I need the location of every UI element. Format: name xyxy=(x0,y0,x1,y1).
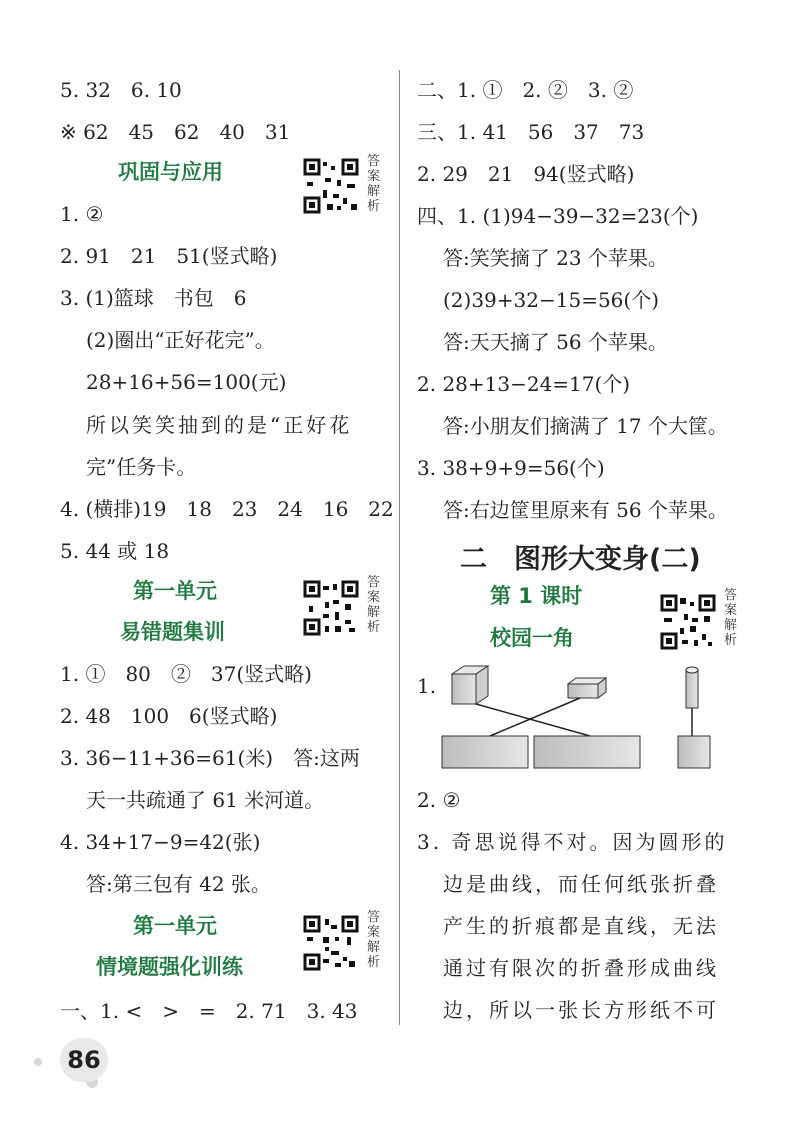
answer-line: 4. (横排)19 18 23 24 16 22 xyxy=(60,497,394,521)
section-heading: 第一单元 xyxy=(133,914,217,938)
answer-line: 三、1. 41 56 37 73 xyxy=(417,120,645,144)
answer-line: 3. 38+9+9=56(个) xyxy=(417,456,605,480)
answer-line: 3. 36−11+36=61(米) 答:这两 xyxy=(60,746,360,770)
answer-line: 答:小朋友们摘满了 17 个大筐。 xyxy=(443,414,728,438)
box-shape xyxy=(568,678,606,698)
qr-code-icon[interactable] xyxy=(660,594,716,650)
answer-line: 1. ① 80 ② 37(竖式略) xyxy=(60,662,312,686)
answer-line: 二、1. ① 2. ② 3. ② xyxy=(417,78,634,102)
match-line xyxy=(490,698,580,736)
answer-line: 完”任务卡。 xyxy=(86,455,197,479)
answer-line: 1. ② xyxy=(60,202,104,226)
rect-face xyxy=(534,736,640,768)
matching-diagram xyxy=(430,662,750,774)
qr-code-icon[interactable] xyxy=(303,580,359,636)
cylinder-shape xyxy=(686,667,698,708)
qr-label: 答案解析 xyxy=(367,154,381,214)
answer-line: 28+16+56=100(元) xyxy=(86,370,287,394)
match-line xyxy=(476,704,590,736)
answer-line: 5. 32 6. 10 xyxy=(60,78,182,102)
answer-line: 4. 34+17−9=42(张) xyxy=(60,830,261,854)
qr-label: 答案解析 xyxy=(724,588,738,648)
answer-line: 2. 48 100 6(竖式略) xyxy=(60,704,278,728)
answer-line: 2. 28+13−24=17(个) xyxy=(417,372,631,396)
qr-label: 答案解析 xyxy=(367,910,381,970)
qr-label: 答案解析 xyxy=(367,575,381,635)
qr-code-icon[interactable] xyxy=(303,158,359,214)
section-heading: 第一单元 xyxy=(133,579,217,603)
section-heading: 巩固与应用 xyxy=(118,160,223,184)
answer-line: 3. 奇思说得不对。因为圆形的 xyxy=(417,830,728,854)
answer-line: 2. 29 21 94(竖式略) xyxy=(417,162,635,186)
answer-line: 通过有限次的折叠形成曲线 xyxy=(443,956,719,980)
answer-line: ※ 62 45 62 40 31 xyxy=(60,120,291,144)
answer-line: 答:天天摘了 56 个苹果。 xyxy=(443,330,668,354)
answer-line: 边，所以一张长方形纸不可 xyxy=(443,998,719,1022)
answer-line: 3. (1)篮球 书包 6 xyxy=(60,286,247,310)
answer-line: (2)圈出“正好花完”。 xyxy=(86,328,275,352)
answer-line: 答:右边筐里原来有 56 个苹果。 xyxy=(443,498,728,522)
section-subheading: 易错题集训 xyxy=(120,620,225,644)
answer-line: 所以笑笑抽到的是“正好花 xyxy=(86,413,353,437)
lesson-subheading: 校园一角 xyxy=(490,626,574,650)
qr-code-icon[interactable] xyxy=(303,915,359,971)
answer-line: 四、1. (1)94−39−32=23(个) xyxy=(417,204,699,228)
answer-line: 答:第三包有 42 张。 xyxy=(86,872,271,896)
answer-line: 边是曲线，而任何纸张折叠 xyxy=(443,872,719,896)
answer-line: 2. 91 21 51(竖式略) xyxy=(60,244,278,268)
column-divider xyxy=(399,70,400,1025)
answer-line: (2)39+32−15=56(个) xyxy=(443,288,660,312)
answer-line: 2. ② xyxy=(417,788,461,812)
section-subheading: 情境题强化训练 xyxy=(96,955,243,979)
decoration-dot xyxy=(34,1058,42,1066)
cube-shape xyxy=(452,666,488,704)
page-number: 86 xyxy=(60,1038,108,1082)
answer-line: 5. 44 或 18 xyxy=(60,539,170,563)
square-face xyxy=(678,736,710,768)
answer-line: 天一共疏通了 61 米河道。 xyxy=(86,788,325,812)
unit-title: 二 图形大变身(二) xyxy=(460,544,701,575)
rect-face xyxy=(442,736,528,768)
answer-line: 一、1. < > = 2. 71 3. 43 xyxy=(60,999,358,1023)
lesson-heading: 第 1 课时 xyxy=(490,584,583,608)
answer-line: 1. xyxy=(417,674,437,698)
answer-line: 答:笑笑摘了 23 个苹果。 xyxy=(443,246,668,270)
answer-line: 产生的折痕都是直线，无法 xyxy=(443,914,719,938)
